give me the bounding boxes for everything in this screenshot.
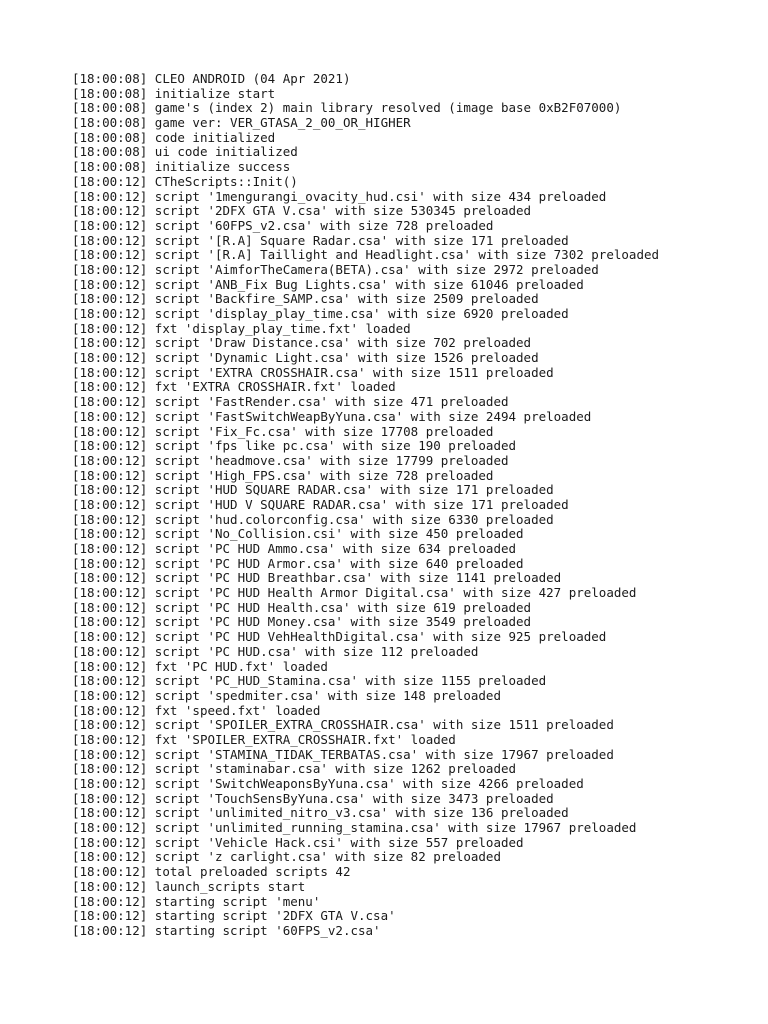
log-timestamp: [18:00:12] xyxy=(72,570,148,586)
log-timestamp: [18:00:12] xyxy=(72,320,148,336)
log-timestamp: [18:00:12] xyxy=(72,643,148,659)
log-timestamp: [18:00:12] xyxy=(72,673,148,689)
log-message: script 'High_FPS.csa' with size 728 preloaded xyxy=(154,467,494,483)
log-message: ui code initialized xyxy=(154,144,298,160)
log-line xyxy=(72,674,659,689)
log-timestamp: [18:00:12] xyxy=(72,291,148,307)
log-line xyxy=(72,336,659,351)
log-timestamp: [18:00:12] xyxy=(72,511,148,527)
log-timestamp: [18:00:08] xyxy=(72,115,148,131)
log-line xyxy=(72,689,659,704)
log-line xyxy=(72,704,659,719)
log-message: script 'AimforTheCamera(BETA).csa' with size 2972 preloaded xyxy=(154,261,599,277)
log-line xyxy=(72,748,659,763)
log-timestamp: [18:00:12] xyxy=(72,276,148,292)
log-message: script 'HUD SQUARE RADAR.csa' with size 171 preloaded xyxy=(154,482,554,498)
log-timestamp: [18:00:12] xyxy=(72,452,148,468)
log-line xyxy=(72,101,659,116)
log-timestamp: [18:00:12] xyxy=(72,893,148,909)
log-message: script 'ANB_Fix Bug Lights.csa' with size 61046 preloaded xyxy=(154,276,584,292)
log-line xyxy=(72,895,659,910)
log-line xyxy=(72,204,659,219)
log-timestamp: [18:00:12] xyxy=(72,350,148,366)
log-timestamp: [18:00:08] xyxy=(72,85,148,101)
log-message: script 'TouchSensByYuna.csa' with size 3473 preloaded xyxy=(154,790,554,806)
log-message: script 'Dynamic Light.csa' with size 1526 preloaded xyxy=(154,350,539,366)
log-timestamp: [18:00:12] xyxy=(72,555,148,571)
log-timestamp: [18:00:08] xyxy=(72,71,148,86)
log-line xyxy=(72,145,659,160)
log-line xyxy=(72,72,659,87)
log-timestamp: [18:00:12] xyxy=(72,702,148,718)
log-line xyxy=(72,483,659,498)
log-message: script 'SwitchWeaponsByYuna.csa' with size 4266 preloaded xyxy=(154,776,584,791)
log-line xyxy=(72,116,659,131)
log-line xyxy=(72,351,659,366)
log-timestamp: [18:00:12] xyxy=(72,585,148,601)
log-message: script 'Backfire_SAMP.csa' with size 2509 preloaded xyxy=(154,291,539,307)
log-line xyxy=(72,836,659,851)
log-message: total preloaded scripts 42 xyxy=(154,864,351,880)
log-line xyxy=(72,718,659,733)
log-line xyxy=(72,190,659,205)
log-line xyxy=(72,601,659,616)
log-line xyxy=(72,880,659,895)
log-line xyxy=(72,131,659,146)
log-line xyxy=(72,160,659,175)
log-message: starting script '60FPS_v2.csa' xyxy=(154,922,381,938)
log-timestamp: [18:00:12] xyxy=(72,849,148,865)
log-message: script 'PC HUD.csa' with size 112 preloaded xyxy=(154,643,479,659)
log-timestamp: [18:00:12] xyxy=(72,467,148,483)
log-line xyxy=(72,909,659,924)
log-message: fxt 'EXTRA CROSSHAIR.fxt' loaded xyxy=(154,379,396,395)
log-message: script 'PC HUD Health.csa' with size 619 preloaded xyxy=(154,599,532,615)
log-message: fxt 'SPOILER_EXTRA_CROSSHAIR.fxt' loaded xyxy=(154,731,456,747)
log-timestamp: [18:00:12] xyxy=(72,173,148,189)
log-timestamp: [18:00:12] xyxy=(72,408,148,424)
log-message: script 'Draw Distance.csa' with size 702 preloaded xyxy=(154,335,532,351)
log-line xyxy=(72,263,659,278)
log-line xyxy=(72,615,659,630)
log-message: script 'hud.colorconfig.csa' with size 6330 preloaded xyxy=(154,511,554,527)
log-timestamp: [18:00:12] xyxy=(72,834,148,850)
log-line xyxy=(72,410,659,425)
log-timestamp: [18:00:12] xyxy=(72,864,148,880)
log-message: script 'PC HUD Money.csa' with size 3549 preloaded xyxy=(154,614,532,630)
log-line xyxy=(72,292,659,307)
log-line xyxy=(72,380,659,395)
log-timestamp: [18:00:12] xyxy=(72,438,148,454)
log-timestamp: [18:00:12] xyxy=(72,687,148,703)
log-line xyxy=(72,322,659,337)
log-timestamp: [18:00:12] xyxy=(72,217,148,233)
log-line xyxy=(72,527,659,542)
log-timestamp: [18:00:12] xyxy=(72,614,148,630)
log-timestamp: [18:00:12] xyxy=(72,599,148,615)
log-line xyxy=(72,425,659,440)
log-line xyxy=(72,630,659,645)
log-message: starting script 'menu' xyxy=(154,893,321,909)
log-message: fxt 'speed.fxt' loaded xyxy=(154,702,321,718)
log-message: script 'HUD V SQUARE RADAR.csa' with size 171 preloaded xyxy=(154,496,569,512)
log-timestamp: [18:00:08] xyxy=(72,129,148,145)
log-message: script 'z carlight.csa' with size 82 preloaded xyxy=(154,849,501,865)
log-message: script 'PC HUD Health Armor Digital.csa' with size 427 preloaded xyxy=(154,585,637,601)
log-message: script 'fps like pc.csa' with size 190 preloaded xyxy=(154,438,517,454)
log-timestamp: [18:00:12] xyxy=(72,496,148,512)
log-message: initialize success xyxy=(154,159,291,175)
log-timestamp: [18:00:12] xyxy=(72,820,148,836)
log-timestamp: [18:00:12] xyxy=(72,790,148,806)
log-message: game's (index 2) main library resolved (image base 0xB2F07000) xyxy=(154,100,622,116)
log-timestamp: [18:00:08] xyxy=(72,100,148,116)
log-line xyxy=(72,248,659,263)
log-message: script 'PC_HUD_Stamina.csa' with size 1155 preloaded xyxy=(154,673,547,689)
log-line xyxy=(72,645,659,660)
log-message: script 'PC HUD Ammo.csa' with size 634 preloaded xyxy=(154,541,517,556)
log-timestamp: [18:00:12] xyxy=(72,364,148,380)
log-message: script 'EXTRA CROSSHAIR.csa' with size 1511 preloaded xyxy=(154,364,554,380)
log-timestamp: [18:00:12] xyxy=(72,776,148,791)
log-message: script 'PC HUD VehHealthDigital.csa' with size 925 preloaded xyxy=(154,629,607,645)
log-line xyxy=(72,542,659,557)
log-message: script 'Fix_Fc.csa' with size 17708 preloaded xyxy=(154,423,494,439)
log-timestamp: [18:00:12] xyxy=(72,379,148,395)
log-timestamp: [18:00:08] xyxy=(72,159,148,175)
log-line xyxy=(72,586,659,601)
log-message: initialize start xyxy=(154,85,276,101)
log-message: script 'No_Collision.csi' with size 450 preloaded xyxy=(154,526,524,542)
log-message: game ver: VER_GTASA_2_00_OR_HIGHER xyxy=(154,115,411,131)
log-line xyxy=(72,469,659,484)
log-message: script '[R.A] Taillight and Headlight.csa' with size 7302 preloaded xyxy=(154,247,660,263)
log-message: script 'PC HUD Breathbar.csa' with size 1141 preloaded xyxy=(154,570,562,586)
log-line xyxy=(72,87,659,102)
log-message: script '2DFX GTA V.csa' with size 530345 preloaded xyxy=(154,203,532,219)
log-message: script 'FastRender.csa' with size 471 preloaded xyxy=(154,394,509,410)
log-line xyxy=(72,439,659,454)
log-line xyxy=(72,219,659,234)
log-timestamp: [18:00:12] xyxy=(72,203,148,219)
log-timestamp: [18:00:12] xyxy=(72,261,148,277)
log-timestamp: [18:00:12] xyxy=(72,526,148,542)
log-line xyxy=(72,924,659,939)
log-line xyxy=(72,366,659,381)
log-message: starting script '2DFX GTA V.csa' xyxy=(154,908,396,924)
log-timestamp: [18:00:12] xyxy=(72,761,148,777)
log-message: script 'spedmiter.csa' with size 148 preloaded xyxy=(154,687,501,703)
log-timestamp: [18:00:12] xyxy=(72,922,148,938)
log-message: script 'FastSwitchWeapByYuna.csa' with size 2494 preloaded xyxy=(154,408,592,424)
log-line xyxy=(72,806,659,821)
log-message: fxt 'display_play_time.fxt' loaded xyxy=(154,320,411,336)
log-line xyxy=(72,821,659,836)
log-timestamp: [18:00:12] xyxy=(72,188,148,204)
log-line xyxy=(72,513,659,528)
log-timestamp: [18:00:12] xyxy=(72,541,148,556)
log-message: launch_scripts start xyxy=(154,878,306,894)
log-message: script 'Vehicle Hack.csi' with size 557 preloaded xyxy=(154,834,524,850)
log-line xyxy=(72,660,659,675)
log-message: code initialized xyxy=(154,129,276,145)
log-line xyxy=(72,792,659,807)
log-line xyxy=(72,395,659,410)
log-line xyxy=(72,557,659,572)
log-line xyxy=(72,307,659,322)
log-timestamp: [18:00:08] xyxy=(72,144,148,160)
log-message: script '1mengurangi_ovacity_hud.csi' with size 434 preloaded xyxy=(154,188,607,204)
log-timestamp: [18:00:12] xyxy=(72,658,148,674)
log-line xyxy=(72,454,659,469)
log-timestamp: [18:00:12] xyxy=(72,731,148,747)
log-timestamp: [18:00:12] xyxy=(72,805,148,821)
log-timestamp: [18:00:12] xyxy=(72,746,148,762)
log-timestamp: [18:00:12] xyxy=(72,878,148,894)
log-line xyxy=(72,571,659,586)
log-timestamp: [18:00:12] xyxy=(72,232,148,248)
log-timestamp: [18:00:12] xyxy=(72,717,148,733)
log-message: script 'STAMINA_TIDAK_TERBATAS.csa' with size 17967 preloaded xyxy=(154,746,614,762)
log-line xyxy=(72,777,659,792)
log-message: script 'unlimited_nitro_v3.csa' with size 136 preloaded xyxy=(154,805,569,821)
log-timestamp: [18:00:12] xyxy=(72,629,148,645)
log-line xyxy=(72,733,659,748)
log-line xyxy=(72,498,659,513)
log-timestamp: [18:00:12] xyxy=(72,247,148,263)
log-line xyxy=(72,850,659,865)
log-message: script '60FPS_v2.csa' with size 728 preloaded xyxy=(154,217,494,233)
log-message: script 'staminabar.csa' with size 1262 preloaded xyxy=(154,761,517,777)
log-timestamp: [18:00:12] xyxy=(72,306,148,321)
log-line xyxy=(72,762,659,777)
log-timestamp: [18:00:12] xyxy=(72,908,148,924)
log-message: script 'SPOILER_EXTRA_CROSSHAIR.csa' with size 1511 preloaded xyxy=(154,717,614,733)
log-message: script 'PC HUD Armor.csa' with size 640 preloaded xyxy=(154,555,524,571)
log-timestamp: [18:00:12] xyxy=(72,335,148,351)
log-message: script 'unlimited_running_stamina.csa' with size 17967 preloaded xyxy=(154,820,637,836)
log-line xyxy=(72,278,659,293)
log-message: script 'display_play_time.csa' with size 6920 preloaded xyxy=(154,306,569,321)
log-message: fxt 'PC HUD.fxt' loaded xyxy=(154,658,328,674)
log-message: script '[R.A] Square Radar.csa' with size 171 preloaded xyxy=(154,232,569,248)
log-message: CLEO ANDROID (04 Apr 2021) xyxy=(154,71,351,86)
log-text xyxy=(72,72,659,939)
log-line xyxy=(72,234,659,249)
log-timestamp: [18:00:12] xyxy=(72,394,148,410)
log-line xyxy=(72,865,659,880)
log-line xyxy=(72,175,659,190)
log-message: script 'headmove.csa' with size 17799 preloaded xyxy=(154,452,509,468)
log-timestamp: [18:00:12] xyxy=(72,423,148,439)
log-timestamp: [18:00:12] xyxy=(72,482,148,498)
log-message: CTheScripts::Init() xyxy=(154,173,298,189)
